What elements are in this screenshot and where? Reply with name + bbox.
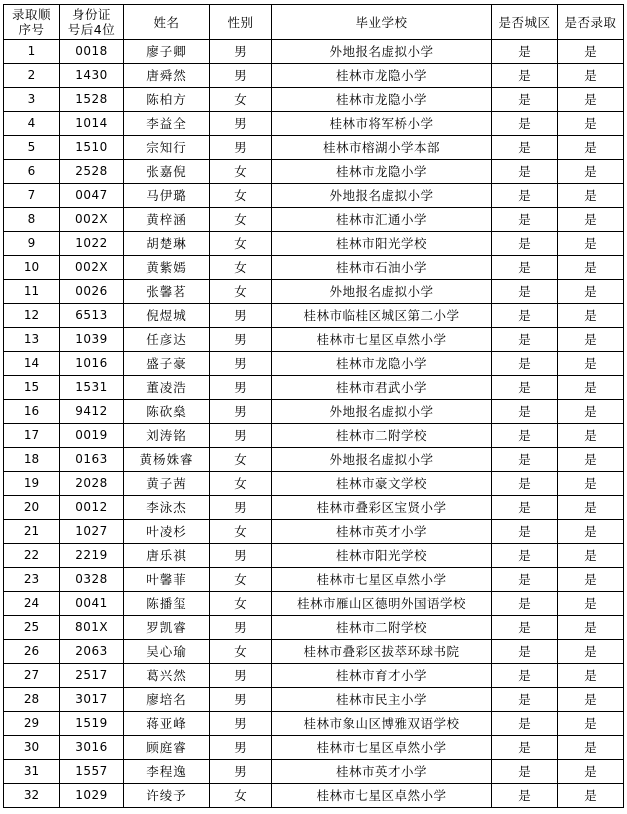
cell-name: 顾庭睿 — [124, 736, 210, 760]
cell-id: 2528 — [60, 160, 124, 184]
cell-name: 陈播玺 — [124, 592, 210, 616]
cell-id: 0018 — [60, 40, 124, 64]
cell-name: 唐乐祺 — [124, 544, 210, 568]
cell-admitted: 是 — [558, 784, 624, 808]
cell-id: 6513 — [60, 304, 124, 328]
cell-school: 桂林市汇通小学 — [272, 208, 492, 232]
cell-gender: 男 — [210, 760, 272, 784]
cell-school: 桂林市君武小学 — [272, 376, 492, 400]
cell-name: 张嘉倪 — [124, 160, 210, 184]
cell-id: 2028 — [60, 472, 124, 496]
table-row — [4, 64, 624, 88]
column-header-seq — [4, 5, 60, 40]
cell-urban: 是 — [492, 760, 558, 784]
cell-school: 桂林市雁山区德明外国语学校 — [272, 592, 492, 616]
cell-gender: 男 — [210, 544, 272, 568]
cell-id: 3017 — [60, 688, 124, 712]
cell-school: 桂林市龙隐小学 — [272, 352, 492, 376]
cell-gender: 女 — [210, 520, 272, 544]
cell-admitted: 是 — [558, 592, 624, 616]
table-row — [4, 328, 624, 352]
cell-gender: 男 — [210, 112, 272, 136]
cell-name: 廖子卿 — [124, 40, 210, 64]
cell-school: 桂林市象山区博雅双语学校 — [272, 712, 492, 736]
cell-urban: 是 — [492, 736, 558, 760]
cell-urban: 是 — [492, 712, 558, 736]
table-row — [4, 496, 624, 520]
cell-seq: 16 — [4, 400, 60, 424]
cell-urban: 是 — [492, 88, 558, 112]
cell-seq: 15 — [4, 376, 60, 400]
cell-gender: 男 — [210, 352, 272, 376]
column-header-name: 姓名 — [124, 5, 210, 40]
cell-school: 桂林市七星区卓然小学 — [272, 568, 492, 592]
cell-id: 0163 — [60, 448, 124, 472]
table-row — [4, 544, 624, 568]
cell-name: 叶馨菲 — [124, 568, 210, 592]
column-header-seq-line2: 序号 — [18, 22, 45, 37]
cell-school: 桂林市七星区卓然小学 — [272, 328, 492, 352]
cell-seq: 28 — [4, 688, 60, 712]
cell-name: 黄子茜 — [124, 472, 210, 496]
cell-school: 桂林市二附学校 — [272, 424, 492, 448]
cell-id: 1430 — [60, 64, 124, 88]
cell-urban: 是 — [492, 352, 558, 376]
cell-admitted: 是 — [558, 544, 624, 568]
cell-urban: 是 — [492, 136, 558, 160]
cell-seq: 7 — [4, 184, 60, 208]
cell-seq: 23 — [4, 568, 60, 592]
cell-name: 许绫予 — [124, 784, 210, 808]
cell-school: 桂林市将军桥小学 — [272, 112, 492, 136]
table-row — [4, 88, 624, 112]
table-row — [4, 40, 624, 64]
table-row — [4, 784, 624, 808]
cell-school: 外地报名虚拟小学 — [272, 448, 492, 472]
table-body — [4, 40, 624, 808]
cell-school: 桂林市七星区卓然小学 — [272, 736, 492, 760]
cell-name: 唐舜然 — [124, 64, 210, 88]
cell-urban: 是 — [492, 424, 558, 448]
cell-school: 外地报名虚拟小学 — [272, 400, 492, 424]
cell-gender: 女 — [210, 280, 272, 304]
cell-gender: 女 — [210, 232, 272, 256]
cell-id: 0047 — [60, 184, 124, 208]
table-row — [4, 592, 624, 616]
cell-name: 葛兴然 — [124, 664, 210, 688]
cell-admitted: 是 — [558, 304, 624, 328]
table-row — [4, 616, 624, 640]
cell-admitted: 是 — [558, 664, 624, 688]
cell-gender: 女 — [210, 208, 272, 232]
cell-name: 胡楚琳 — [124, 232, 210, 256]
cell-school: 桂林市龙隐小学 — [272, 160, 492, 184]
cell-seq: 22 — [4, 544, 60, 568]
column-header-id-line1: 身份证 — [71, 7, 111, 22]
cell-school: 桂林市英才小学 — [272, 520, 492, 544]
cell-seq: 12 — [4, 304, 60, 328]
cell-name: 倪煜城 — [124, 304, 210, 328]
cell-school: 桂林市叠彩区拔萃环球书院 — [272, 640, 492, 664]
cell-admitted: 是 — [558, 112, 624, 136]
cell-gender: 男 — [210, 136, 272, 160]
cell-id: 002X — [60, 256, 124, 280]
cell-seq: 13 — [4, 328, 60, 352]
cell-school: 桂林市育才小学 — [272, 664, 492, 688]
cell-urban: 是 — [492, 40, 558, 64]
cell-gender: 女 — [210, 448, 272, 472]
cell-seq: 21 — [4, 520, 60, 544]
cell-admitted: 是 — [558, 736, 624, 760]
cell-name: 董凌浩 — [124, 376, 210, 400]
cell-admitted: 是 — [558, 136, 624, 160]
cell-gender: 男 — [210, 736, 272, 760]
cell-name: 叶凌杉 — [124, 520, 210, 544]
table-row — [4, 160, 624, 184]
cell-seq: 29 — [4, 712, 60, 736]
cell-urban: 是 — [492, 232, 558, 256]
table-row — [4, 664, 624, 688]
cell-seq: 19 — [4, 472, 60, 496]
cell-id: 1531 — [60, 376, 124, 400]
column-header-seq-line1: 录取顺 — [11, 7, 51, 22]
cell-school: 桂林市龙隐小学 — [272, 88, 492, 112]
cell-gender: 女 — [210, 256, 272, 280]
cell-id: 1557 — [60, 760, 124, 784]
cell-id: 1027 — [60, 520, 124, 544]
cell-name: 陈柏方 — [124, 88, 210, 112]
cell-seq: 32 — [4, 784, 60, 808]
cell-name: 蒋亚峰 — [124, 712, 210, 736]
cell-admitted: 是 — [558, 184, 624, 208]
cell-gender: 男 — [210, 496, 272, 520]
table-row — [4, 640, 624, 664]
column-header-id — [60, 5, 124, 40]
cell-school: 桂林市临桂区城区第二小学 — [272, 304, 492, 328]
cell-admitted: 是 — [558, 496, 624, 520]
cell-admitted: 是 — [558, 688, 624, 712]
table-row — [4, 208, 624, 232]
table-row — [4, 472, 624, 496]
cell-gender: 男 — [210, 712, 272, 736]
cell-gender: 女 — [210, 592, 272, 616]
cell-urban: 是 — [492, 664, 558, 688]
cell-school: 桂林市叠彩区宝贤小学 — [272, 496, 492, 520]
cell-id: 3016 — [60, 736, 124, 760]
cell-urban: 是 — [492, 688, 558, 712]
table-row — [4, 352, 624, 376]
cell-id: 0328 — [60, 568, 124, 592]
cell-school: 桂林市七星区卓然小学 — [272, 784, 492, 808]
table-row — [4, 568, 624, 592]
cell-urban: 是 — [492, 160, 558, 184]
cell-name: 黄紫嫣 — [124, 256, 210, 280]
cell-id: 1016 — [60, 352, 124, 376]
cell-id: 1510 — [60, 136, 124, 160]
cell-admitted: 是 — [558, 352, 624, 376]
cell-id: 0041 — [60, 592, 124, 616]
table-row — [4, 136, 624, 160]
table-row — [4, 256, 624, 280]
cell-name: 吴心瑜 — [124, 640, 210, 664]
cell-urban: 是 — [492, 784, 558, 808]
cell-name: 罗凯睿 — [124, 616, 210, 640]
cell-urban: 是 — [492, 112, 558, 136]
cell-school: 桂林市石油小学 — [272, 256, 492, 280]
cell-urban: 是 — [492, 208, 558, 232]
cell-name: 李程逸 — [124, 760, 210, 784]
cell-seq: 9 — [4, 232, 60, 256]
table-row — [4, 112, 624, 136]
table-row — [4, 376, 624, 400]
column-header-gender: 性别 — [210, 5, 272, 40]
cell-id: 1014 — [60, 112, 124, 136]
cell-name: 李益全 — [124, 112, 210, 136]
cell-gender: 男 — [210, 688, 272, 712]
cell-name: 李泳杰 — [124, 496, 210, 520]
cell-seq: 4 — [4, 112, 60, 136]
cell-gender: 男 — [210, 400, 272, 424]
cell-urban: 是 — [492, 184, 558, 208]
cell-admitted: 是 — [558, 712, 624, 736]
cell-urban: 是 — [492, 64, 558, 88]
admission-roster-table — [3, 4, 624, 808]
cell-seq: 1 — [4, 40, 60, 64]
cell-school: 外地报名虚拟小学 — [272, 40, 492, 64]
column-header-id-line2: 号后4位 — [67, 22, 116, 37]
table-row — [4, 280, 624, 304]
cell-admitted: 是 — [558, 376, 624, 400]
cell-seq: 24 — [4, 592, 60, 616]
cell-admitted: 是 — [558, 232, 624, 256]
cell-urban: 是 — [492, 280, 558, 304]
cell-seq: 3 — [4, 88, 60, 112]
header-row — [4, 5, 624, 40]
cell-id: 1519 — [60, 712, 124, 736]
cell-name: 陈砍燊 — [124, 400, 210, 424]
cell-urban: 是 — [492, 520, 558, 544]
cell-urban: 是 — [492, 496, 558, 520]
cell-admitted: 是 — [558, 424, 624, 448]
cell-urban: 是 — [492, 304, 558, 328]
cell-id: 2219 — [60, 544, 124, 568]
cell-gender: 女 — [210, 784, 272, 808]
cell-id: 0019 — [60, 424, 124, 448]
table-row — [4, 520, 624, 544]
table-row — [4, 736, 624, 760]
cell-school: 桂林市英才小学 — [272, 760, 492, 784]
cell-seq: 20 — [4, 496, 60, 520]
cell-gender: 男 — [210, 664, 272, 688]
cell-id: 0012 — [60, 496, 124, 520]
cell-id: 0026 — [60, 280, 124, 304]
cell-name: 任彦达 — [124, 328, 210, 352]
column-header-urban: 是否城区 — [492, 5, 558, 40]
cell-admitted: 是 — [558, 256, 624, 280]
cell-admitted: 是 — [558, 568, 624, 592]
cell-admitted: 是 — [558, 640, 624, 664]
table-row — [4, 424, 624, 448]
cell-admitted: 是 — [558, 160, 624, 184]
cell-gender: 男 — [210, 304, 272, 328]
cell-name: 盛子豪 — [124, 352, 210, 376]
cell-gender: 女 — [210, 568, 272, 592]
cell-urban: 是 — [492, 448, 558, 472]
cell-seq: 31 — [4, 760, 60, 784]
table-row — [4, 760, 624, 784]
cell-school: 桂林市龙隐小学 — [272, 64, 492, 88]
column-header-school: 毕业学校 — [272, 5, 492, 40]
cell-gender: 女 — [210, 472, 272, 496]
cell-admitted: 是 — [558, 328, 624, 352]
cell-name: 刘涛铭 — [124, 424, 210, 448]
cell-urban: 是 — [492, 640, 558, 664]
cell-gender: 男 — [210, 376, 272, 400]
cell-school: 桂林市阳光学校 — [272, 544, 492, 568]
cell-seq: 25 — [4, 616, 60, 640]
cell-admitted: 是 — [558, 280, 624, 304]
cell-id: 1528 — [60, 88, 124, 112]
cell-school: 外地报名虚拟小学 — [272, 280, 492, 304]
cell-admitted: 是 — [558, 472, 624, 496]
cell-seq: 6 — [4, 160, 60, 184]
cell-urban: 是 — [492, 400, 558, 424]
cell-admitted: 是 — [558, 616, 624, 640]
table-row — [4, 232, 624, 256]
cell-gender: 男 — [210, 616, 272, 640]
cell-name: 张馨茗 — [124, 280, 210, 304]
cell-gender: 男 — [210, 64, 272, 88]
cell-id: 9412 — [60, 400, 124, 424]
cell-admitted: 是 — [558, 88, 624, 112]
cell-admitted: 是 — [558, 400, 624, 424]
cell-school: 桂林市二附学校 — [272, 616, 492, 640]
cell-gender: 女 — [210, 640, 272, 664]
cell-admitted: 是 — [558, 760, 624, 784]
cell-name: 廖培名 — [124, 688, 210, 712]
cell-id: 1022 — [60, 232, 124, 256]
cell-id: 2517 — [60, 664, 124, 688]
cell-urban: 是 — [492, 616, 558, 640]
cell-admitted: 是 — [558, 40, 624, 64]
cell-name: 宗知行 — [124, 136, 210, 160]
table-row — [4, 304, 624, 328]
cell-name: 马伊璐 — [124, 184, 210, 208]
cell-urban: 是 — [492, 592, 558, 616]
cell-urban: 是 — [492, 472, 558, 496]
table-header — [4, 5, 624, 40]
cell-name: 黄杨姝睿 — [124, 448, 210, 472]
cell-urban: 是 — [492, 256, 558, 280]
cell-gender: 男 — [210, 424, 272, 448]
cell-school: 桂林市阳光学校 — [272, 232, 492, 256]
cell-admitted: 是 — [558, 208, 624, 232]
cell-gender: 女 — [210, 184, 272, 208]
cell-urban: 是 — [492, 544, 558, 568]
cell-school: 桂林市榕湖小学本部 — [272, 136, 492, 160]
cell-id: 801X — [60, 616, 124, 640]
cell-school: 桂林市豪文学校 — [272, 472, 492, 496]
cell-seq: 26 — [4, 640, 60, 664]
cell-seq: 14 — [4, 352, 60, 376]
cell-seq: 18 — [4, 448, 60, 472]
cell-seq: 8 — [4, 208, 60, 232]
cell-gender: 男 — [210, 40, 272, 64]
cell-seq: 2 — [4, 64, 60, 88]
cell-school: 桂林市民主小学 — [272, 688, 492, 712]
table-row — [4, 448, 624, 472]
cell-seq: 5 — [4, 136, 60, 160]
cell-id: 2063 — [60, 640, 124, 664]
cell-admitted: 是 — [558, 64, 624, 88]
cell-admitted: 是 — [558, 448, 624, 472]
cell-admitted: 是 — [558, 520, 624, 544]
cell-seq: 27 — [4, 664, 60, 688]
cell-id: 1039 — [60, 328, 124, 352]
table-row — [4, 688, 624, 712]
cell-school: 外地报名虚拟小学 — [272, 184, 492, 208]
cell-seq: 17 — [4, 424, 60, 448]
cell-name: 黄梓涵 — [124, 208, 210, 232]
cell-gender: 女 — [210, 160, 272, 184]
cell-id: 1029 — [60, 784, 124, 808]
cell-id: 002X — [60, 208, 124, 232]
cell-urban: 是 — [492, 328, 558, 352]
cell-urban: 是 — [492, 376, 558, 400]
cell-seq: 11 — [4, 280, 60, 304]
table-row — [4, 184, 624, 208]
column-header-admitted: 是否录取 — [558, 5, 624, 40]
cell-seq: 30 — [4, 736, 60, 760]
cell-seq: 10 — [4, 256, 60, 280]
cell-urban: 是 — [492, 568, 558, 592]
table-row — [4, 712, 624, 736]
cell-gender: 男 — [210, 328, 272, 352]
table-row — [4, 400, 624, 424]
cell-gender: 女 — [210, 88, 272, 112]
